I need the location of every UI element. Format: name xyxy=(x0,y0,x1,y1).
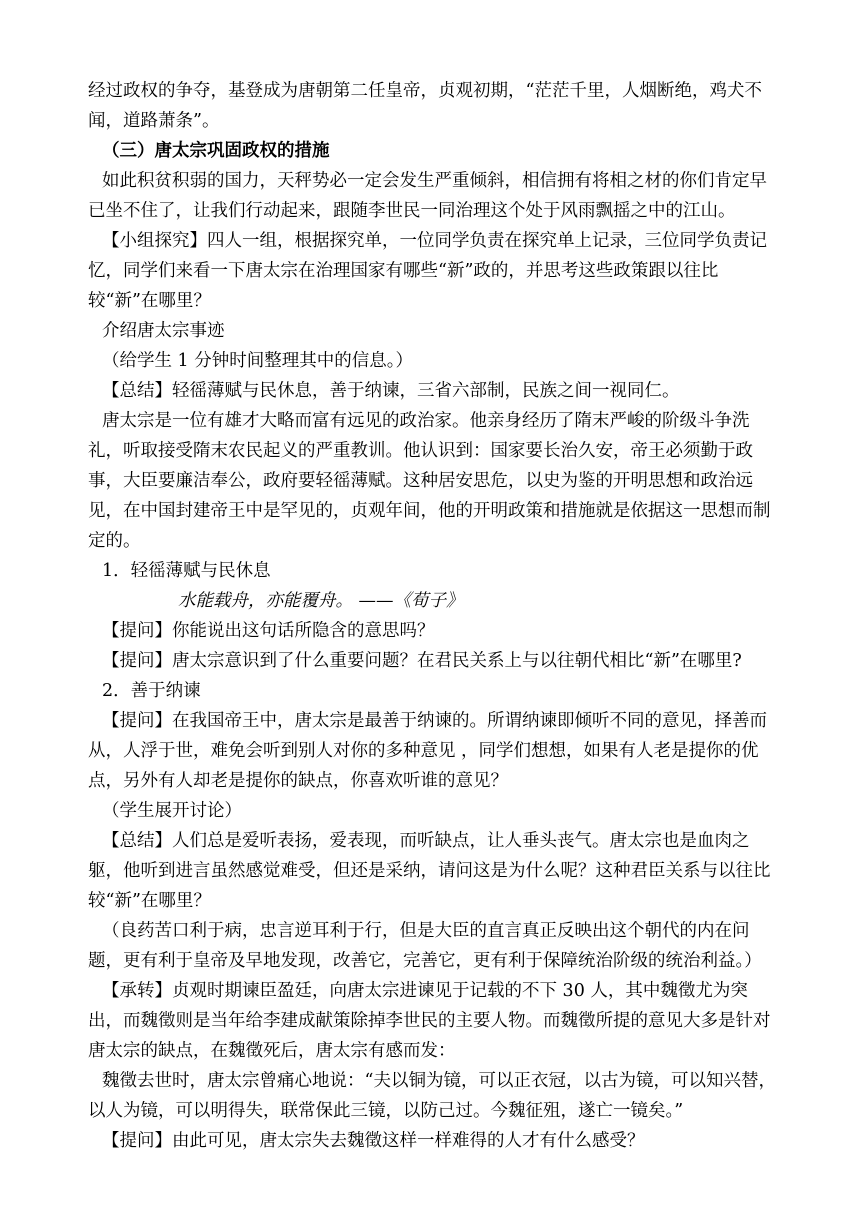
document-body xyxy=(88,76,778,1156)
paragraph-biography: 唐太宗是一位有雄才大略而富有远见的政治家。他亲身经历了隋末严峻的阶级斗争洗礼，听取接受隋末农民起义的严重教训。他认识到：国家要长治久安，帝王必须勤于政事，大臣要廉洁奉公，政府要轻徭薄赋。这种居安思危，以史为鉴的开明思想和政治远见，在中国封建帝王中是罕见的，贞观年间，他的开明政策和措施就是依据这一思想而制定的。 xyxy=(88,411,771,551)
paragraph-summary-1: 【总结】轻徭薄赋与民休息，善于纳谏，三省六部制，民族之间一视同仁。 xyxy=(102,381,680,401)
paragraph-question-4: 【提问】由此可见，唐太宗失去魏徵这样一样难得的人才有什么感受？ xyxy=(102,1131,645,1151)
section-heading: （三）唐太宗巩固政权的措施 xyxy=(102,141,330,161)
paragraph-lead-in: 如此积贫积弱的国力，天秤势必一定会发生严重倾斜，相信拥有将相之材的你们肯定早已坐不住了，让我们行动起来，跟随李世民一同治理这个处于风雨飘摇之中的江山。 xyxy=(88,171,767,221)
paragraph-intro-deeds: 介绍唐太宗事迹 xyxy=(102,321,225,341)
paragraph-question-3: 【提问】在我国帝王中，唐太宗是最善于纳谏的。所谓纳谏即倾听不同的意见，择善而从，人浮于世，难免会听到别人对你的多种意见 ，同学们想想，如果有人老是提你的优点，另外有人却老是提你的缺点，你喜欢听谁的意见？ xyxy=(88,711,767,791)
paragraph-time-note: （给学生 1 分钟时间整理其中的信息。） xyxy=(102,351,414,371)
paragraph-transition: 【承转】贞观时期谏臣盈廷，向唐太宗进谏见于记载的不下 30 人，其中魏徵尤为突出，而魏徵则是当年给李建成献策除掉李世民的主要人物。而魏徵所提的意见大多是针对唐太宗的缺点，在魏徵死后，唐太宗有感而发： xyxy=(88,981,771,1061)
subheading-2: 2．善于纳谏 xyxy=(102,681,201,701)
paragraph-group-inquiry: 【小组探究】四人一组，根据探究单，一位同学负责在探究单上记录，三位同学负责记忆，同学们来看一下唐太宗在治理国家有哪些“新”政的，并思考这些政策跟以往比较“新”在哪里？ xyxy=(88,231,767,311)
paragraph-summary-2: 【总结】人们总是爱听表扬，爱表现，而听缺点，让人垂头丧气。唐太宗也是血肉之躯，他听到进言虽然感觉难受，但还是采纳，请问这是为什么呢？这种君臣关系与以往比较“新”在哪里？ xyxy=(88,831,771,911)
quote-xunzi: 水能载舟，亦能覆舟。 ——《荀子》 xyxy=(178,591,464,611)
paragraph-question-2: 【提问】唐太宗意识到了什么重要问题？在君民关系上与以往朝代相比“新”在哪里? xyxy=(102,651,742,671)
subheading-1: 1．轻徭薄赋与民休息 xyxy=(102,561,271,581)
paragraph-weizheng-quote: 魏徵去世时，唐太宗曾痛心地说：“夫以铜为镜，可以正衣冠，以古为镜，可以知兴替，以人为镜，可以明得失，联常保此三镜，以防己过。今魏征殂，遂亡一镜矣。” xyxy=(88,1071,776,1121)
paragraph-question-1: 【提问】你能说出这句话所隐含的意思吗？ xyxy=(102,621,435,641)
paragraph-intro: 经过政权的争夺，基登成为唐朝第二任皇帝，贞观初期，“茫茫千里，人烟断绝，鸡犬不闻，道路萧条”。 xyxy=(88,81,762,131)
paragraph-discussion-note: （学生展开讨论） xyxy=(102,801,242,821)
paragraph-answer-note: （良药苦口利于病，忠言逆耳利于行，但是大臣的直言真正反映出这个朝代的内在问题，更有利于皇帝及早地发现，改善它，完善它，更有利于保障统治阶级的统治利益。） xyxy=(88,921,762,971)
